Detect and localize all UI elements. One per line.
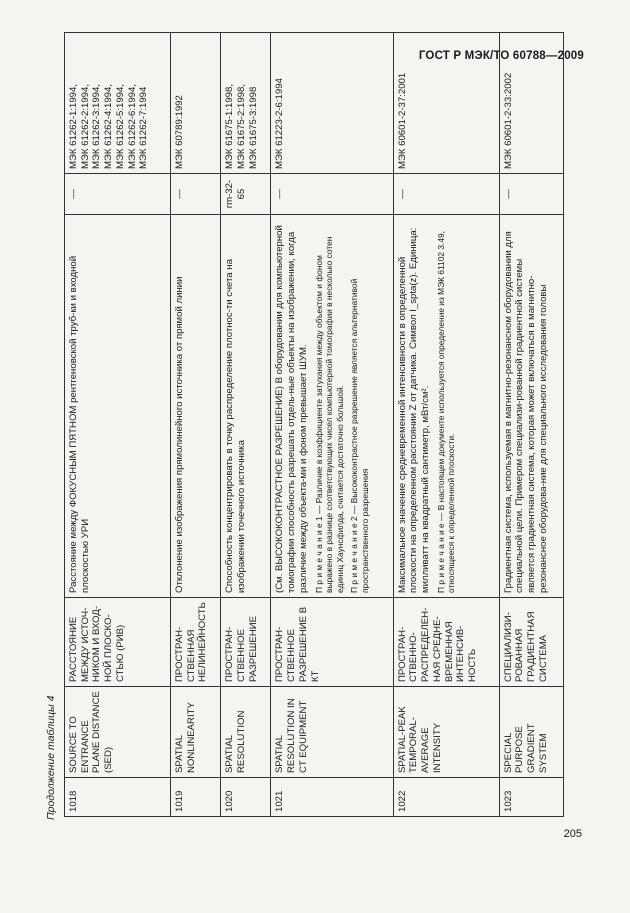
table-row xyxy=(499,33,563,817)
term-reference xyxy=(499,33,563,174)
term-russian: РАССТОЯНИЕ МЕЖДУ ИСТОЧ-НИКОМ И ВХОД-НОЙ ПЛОСКО-СТЬЮ (РИВ) xyxy=(65,598,171,687)
reference-line: МЭК 61262-6:1994, xyxy=(126,83,138,169)
term-russian: ПРОСТРАН-СТВЕННОЕ РАЗРЕШЕНИЕ xyxy=(221,598,271,687)
reference-line: МЭК 61223-2-6:1994 xyxy=(274,78,286,169)
reference-line: МЭК 61262-3:1994, xyxy=(91,83,103,169)
term-reference xyxy=(271,33,393,174)
table-row xyxy=(171,33,221,817)
reference-line: МЭК 61262-5:1994, xyxy=(114,83,126,169)
terms-table-rotated xyxy=(64,72,564,817)
reference-line: МЭК 60601-2-37:2001 xyxy=(396,72,408,169)
table-row xyxy=(393,33,499,817)
document-header: ГОСТ Р МЭК/ТО 60788—2009 xyxy=(418,50,584,62)
definition-text: Градиентная система, используемая в магнитно-резонансном оборудовании для специальной цели. Примером специализи-рованной градиентной системы является градиентная система, которая может включаться в магнитно-резонансное оборудова-ние для специального исследования головы xyxy=(502,231,549,593)
term-english: SOURCE TO ENTRANCE PLANE DISTANCE (SED) xyxy=(65,687,171,778)
definition-text: Расстояние между ФОКУСНЫМ ПЯТНОМ рентгеновской труб-ки и входной плоскостью УРИ xyxy=(68,255,91,593)
definition-note: П р и м е ч а н и е 2 — Высококонтрастное разрешение является альтернативой пространственного разрешения xyxy=(349,278,370,593)
term-russian: СПЕЦИАЛИЗИ-РОВАННАЯ ГРАДИЕНТНАЯ СИСТЕМА xyxy=(499,598,563,687)
term-number: 1023 xyxy=(499,778,563,817)
table-continuation-label: Продолжение таблицы 4 xyxy=(45,695,57,820)
term-english: SPATIAL RESOLUTION xyxy=(221,687,271,778)
term-abbreviation: — xyxy=(393,174,499,215)
reference-line: МЭК 61262-4:1994, xyxy=(103,83,115,169)
term-english: SPATIAL NONLINEARITY xyxy=(171,687,221,778)
term-definition xyxy=(65,215,171,598)
definition-text: Максимальное значение средневременной интенсивности в определенной плоскости на определенном расстоянии Z от датчика. Символ I_spta(z). Единица: милливатт на квадратный сантиметр, мВт/см². xyxy=(396,227,432,593)
term-reference xyxy=(221,33,271,174)
term-reference xyxy=(171,33,221,174)
terms-table xyxy=(64,32,564,817)
term-abbreviation: — xyxy=(271,174,393,215)
reference-line: МЭК 61675-3:1998 xyxy=(247,86,259,169)
term-english: SPATIAL-PEAK TEMPORAL-AVERAGE INTENSITY xyxy=(393,687,499,778)
reference-line: МЭК 61262-1:1994, xyxy=(68,83,79,169)
definition-note: П р и м е ч а н и е 1 — Различие в коэффициенте затухания между объектом и фоном выражено в разнице соответствующих чисел компьютерной томографии в несколько сотен единиц Хаунсфилда, считается достаточно большой. xyxy=(313,236,345,593)
term-russian: ПРОСТРАН-СТВЕННОЕ РАЗРЕШЕНИЕ В КТ xyxy=(271,598,393,687)
term-english: SPATIAL RESOLUTION IN CT EQUIPMENT xyxy=(271,687,393,778)
page-number: 205 xyxy=(563,828,582,840)
table-row xyxy=(271,33,393,817)
reference-line: МЭК 61675-2:1998, xyxy=(235,83,247,169)
term-reference xyxy=(393,33,499,174)
reference-line: МЭК 61262-2:1994, xyxy=(79,83,91,169)
term-abbreviation: — xyxy=(65,174,171,215)
definition-note: П р и м е ч а н и е — В настоящем документе используется определение из МЭК 61102 3.49, относящееся к определенной плоскости. xyxy=(435,231,457,593)
term-definition xyxy=(271,215,393,598)
term-definition xyxy=(221,215,271,598)
term-abbreviation: rm-32-65 xyxy=(221,174,271,215)
reference-line: МЭК 60789:1992 xyxy=(174,95,186,169)
definition-text: Отклонение изображения прямолинейного источника от прямой линии xyxy=(174,276,186,593)
term-number: 1022 xyxy=(393,778,499,817)
term-abbreviation: — xyxy=(499,174,563,215)
term-number: 1020 xyxy=(221,778,271,817)
definition-text: Способность концентрировать в точку распределение плотнос-ти счета на изображении точечного источника xyxy=(224,259,247,593)
term-definition xyxy=(171,215,221,598)
term-number: 1019 xyxy=(171,778,221,817)
definition-text: (См. ВЫСОКОКОНТРАСТНОЕ РАЗРЕШЕНИЕ) В оборудовании для компьютерной томографии способность разрешать отдель-ные объекты на изображении, когда различие между объекта-ми и фоном превышает ШУМ. xyxy=(274,225,309,593)
term-russian: ПРОСТРАН-СТВЕННАЯ НЕЛИНЕЙНОСТЬ xyxy=(171,598,221,687)
term-definition xyxy=(499,215,563,598)
term-english: SPECIAL PURPOSE GRADIENT SYSTEM xyxy=(499,687,563,778)
reference-line: МЭК 61675-1:1998, xyxy=(224,83,236,169)
term-number: 1018 xyxy=(65,778,171,817)
term-russian: ПРОСТРАН-СТВЕННО-РАСПРЕДЕЛЕН-НАЯ СРЕДНЕ-ВРЕМЕННАЯ ИНТЕНСИВ-НОСТЬ xyxy=(393,598,499,687)
term-reference xyxy=(65,33,171,174)
term-definition xyxy=(393,215,499,598)
term-abbreviation: — xyxy=(171,174,221,215)
table-row xyxy=(221,33,271,817)
reference-line: МЭК 61262-7:1994 xyxy=(138,86,150,169)
reference-line: МЭК 60601-2-33:2002 xyxy=(502,72,514,169)
table-row xyxy=(65,33,171,817)
term-number: 1021 xyxy=(271,778,393,817)
